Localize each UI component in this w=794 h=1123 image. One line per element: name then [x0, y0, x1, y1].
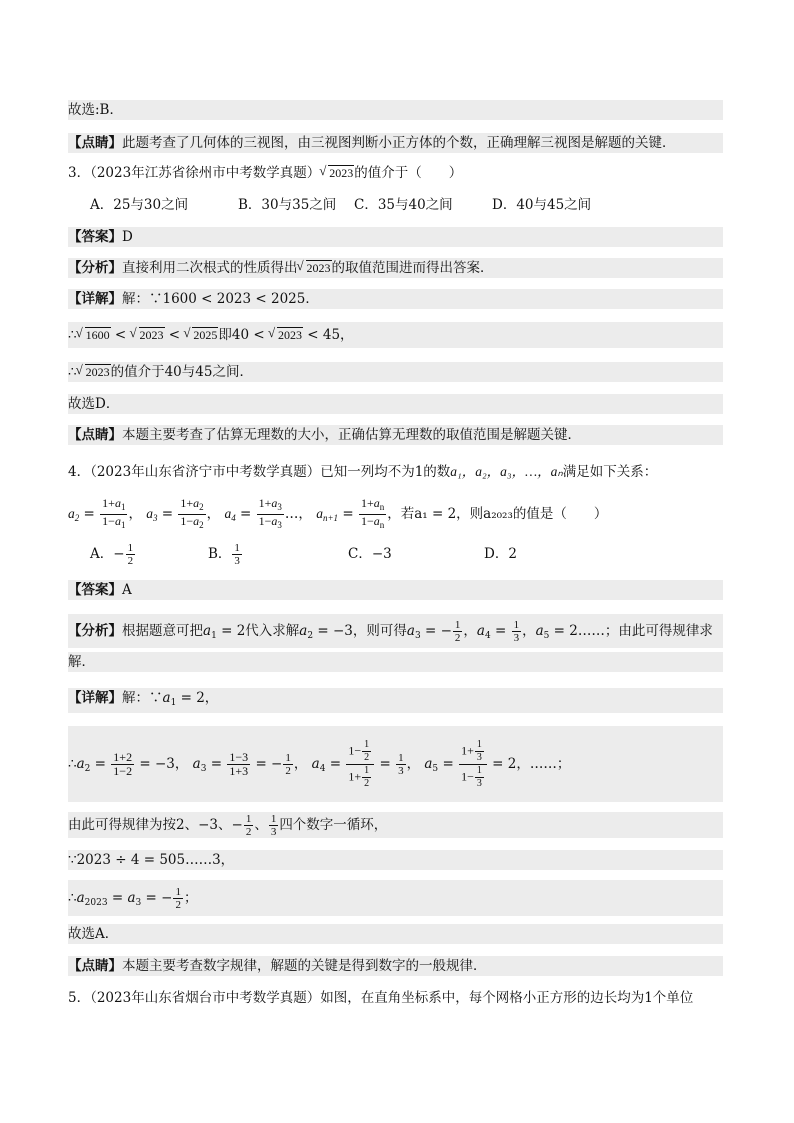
question-3: 3．（2023年江苏省徐州市中考数学真题）√ 2023的值介于（ ）	[68, 163, 723, 183]
choice-line-4: 故选A．	[68, 924, 723, 944]
question-4-options	[90, 538, 745, 570]
question-4: 4．（2023年山东省济宁市中考数学真题）已知一列均不为1的数a₁，a₂，a₃，…，aₙ满足如下关系：	[68, 464, 658, 480]
detail-division: ∵2023 ÷ 4 = 505……3，	[68, 850, 723, 870]
answer-line: 【答案】D	[68, 227, 723, 247]
question-4-relations: $a_2$ = $\frac{1+a_1}{1-a_1}$ ， $a_3$ = $\frac{1+a_2}{1-a_2}$ ， $a_4$ = $\frac{1+a_3}{1-a_3}$ …， $a_{n+1}$ = $\frac{1+a_n}{1-a_n}$ ，若a₁ = 2，则a₂₀₂₃的值是（ ）	[68, 496, 608, 530]
detail-line-4: 【详解】解：$\because a_1 = 2$，	[68, 688, 723, 713]
option-d: D．40与45之间	[492, 197, 592, 213]
analysis-line-4b: 解．	[68, 652, 723, 672]
conclusion-line: 故选:B．	[68, 100, 723, 120]
option-a: A．− $\frac{1}{2}$	[90, 542, 134, 567]
question-5: 5．（2023年山东省烟台市中考数学真题）如图，在直角坐标系中，每个网格小正方形的边长均为1个单位	[68, 990, 694, 1006]
option-d: D．2	[484, 546, 517, 562]
detail-rule: 由此可得规律为按2、−3、− $\frac{1}{2}$ 、 $\frac{1}{3}$ 四个数字一循环，	[68, 812, 723, 838]
detail-result: $\therefore a_{2023} = a_3$ = − $\frac{1}{2}$ ；	[68, 880, 723, 916]
detail-inequality: ∴√ 1600 < √ 2023 < √ 2025即40 < √ 2023 < 45，	[68, 322, 723, 348]
comment-line-4: 【点睛】本题主要考查数字规律，解题的关键是得到数字的一般规律．	[68, 956, 723, 976]
detail-conclusion: ∴√ 2023的值介于40与45之间．	[68, 362, 723, 382]
question-3-options	[90, 195, 745, 215]
choice-line: 故选D．	[68, 394, 723, 414]
option-b: B．30与35之间	[238, 197, 337, 213]
answer-line-4: 【答案】A	[68, 580, 723, 600]
analysis-line: 【分析】直接利用二次根式的性质得出√ 2023的取值范围进而得出答案．	[68, 258, 723, 278]
option-a: A．25与30之间	[90, 197, 189, 213]
detail-line: 【详解】解：∵1600 < 2023 < 2025．	[68, 289, 723, 309]
comment-line-3: 【点睛】本题主要考查了估算无理数的大小，正确估算无理数的取值范围是解题关键．	[68, 425, 723, 445]
option-c: C．−3	[348, 546, 392, 562]
detail-computation: $\therefore a_2$ = $\frac{1+2}{1-2}$ = −3， $a_3$ = $\frac{1-3}{1+3}$ = − $\frac{1}{2}$ ， $a_4$ = 1− $\frac{1}{2}$ 1+ $\frac{1}{2}$ = $\frac{1}{3}$ ， $a_5$ = 1+ $\frac{1}{3}$ 1− $\frac{1}{3}$ = 2，……；	[68, 726, 723, 802]
analysis-line-4: 【分析】根据题意可把$a_1 = 2$代入求解$a_2 = -3$，则可得$a_3$ = − $\frac{1}{2}$ ，$a_4$ = $\frac{1}{3}$ ，$a_5$ = 2……；由此可得规律求	[68, 614, 723, 648]
comment-line: 【点睛】此题考查了几何体的三视图，由三视图判断小正方体的个数，正确理解三视图是解题的关键．	[68, 133, 723, 153]
option-b: B． $\frac{1}{3}$	[208, 542, 240, 567]
option-c: C．35与40之间	[354, 197, 453, 213]
